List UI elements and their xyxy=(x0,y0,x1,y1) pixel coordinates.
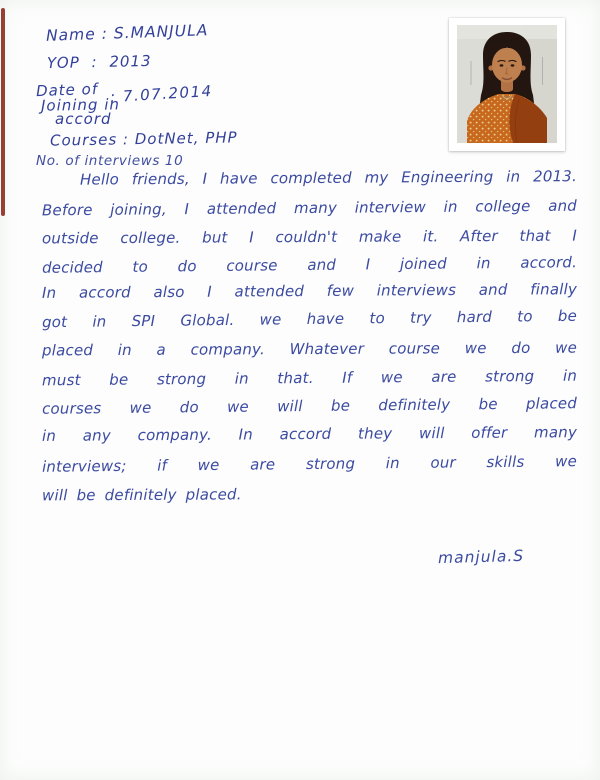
courses-line: Courses : DotNet, PHP xyxy=(49,128,238,150)
body-line: decided to do course and I joined in accord. xyxy=(41,253,578,277)
yop-line: YOP : 2013 xyxy=(46,51,152,73)
body-line: in any company. In accord they will offer many xyxy=(41,423,578,445)
interviews-count-line: No. of interviews 10 xyxy=(36,153,184,169)
body-line: interviews; if we are strong in our skills we xyxy=(41,452,578,476)
date-label-line2: Joining in xyxy=(40,95,121,115)
body-line: must be strong in that. If we are strong in xyxy=(41,366,578,390)
body-line: Hello friends, I have completed my Engineering in 2013. xyxy=(79,167,578,189)
date-label-line1: Date of xyxy=(35,79,99,101)
student-photo xyxy=(449,18,565,151)
portrait-illustration xyxy=(457,25,557,143)
joining-date-value: : 7.07.2014 xyxy=(109,81,214,107)
body-line: courses we do we will be definitely be placed xyxy=(41,394,578,418)
body-line: will be definitely placed. xyxy=(41,485,242,505)
body-line: placed in a company. Whatever course we do we xyxy=(41,338,578,360)
signature: manjula.S xyxy=(437,546,525,568)
red-margin-line xyxy=(1,8,5,216)
body-line: In accord also I attended few interviews and finally xyxy=(41,280,578,302)
name-line: Name : S.MANJULA xyxy=(45,21,209,45)
body-line: Before joining, I attended many interview in college and xyxy=(41,196,578,220)
body-line: got in SPI Global. we have to try hard to be xyxy=(41,306,578,332)
date-label-line3: accord xyxy=(55,110,112,128)
body-line: outside college. but I couldn't make it. After that I xyxy=(41,226,578,248)
